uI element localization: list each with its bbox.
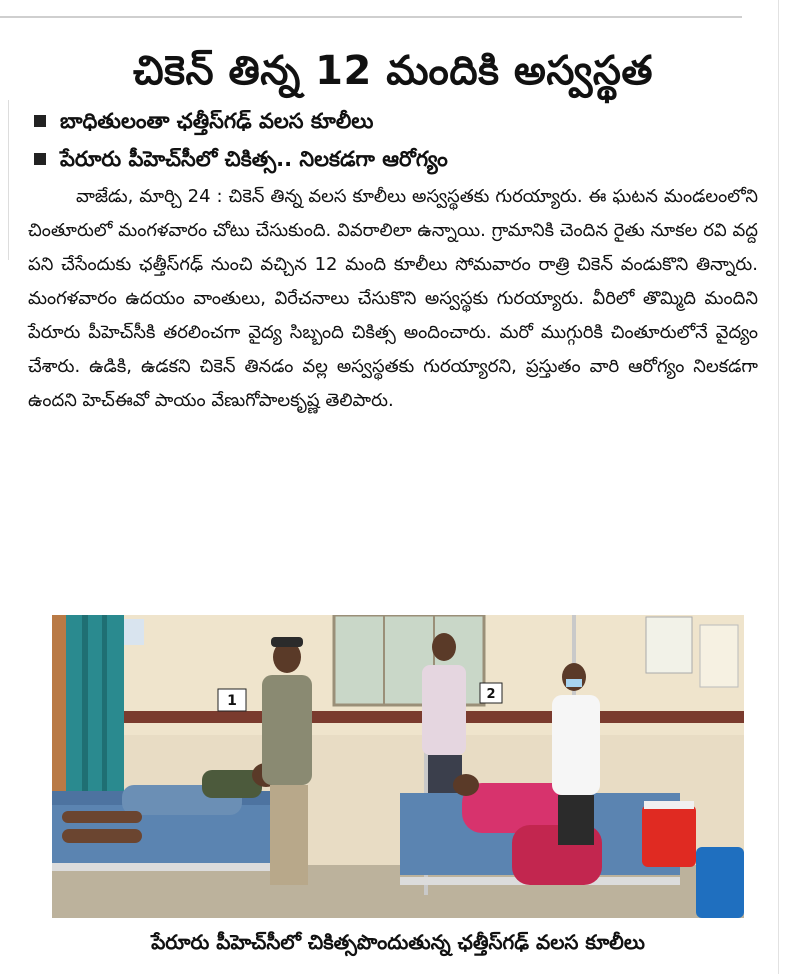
square-bullet-icon xyxy=(34,115,46,127)
subhead-2 xyxy=(28,140,758,178)
top-rule xyxy=(0,16,742,18)
subhead-text: పేరూరు పీహెచ్‌సీలో చికిత్స.. నిలకడగా ఆరోగ్యం xyxy=(60,147,448,171)
left-margin-rule xyxy=(8,100,9,260)
column-rule xyxy=(778,0,779,974)
photo-caption: పేరూరు పీహెచ్‌సీలో చికిత్సపొందుతున్న ఛత్తీస్‌గఢ్ వలస కూలీలు xyxy=(151,930,645,954)
subhead-text: బాధితులంతా ఛత్తీస్‌గఢ్ వలస కూలీలు xyxy=(60,109,374,133)
news-article xyxy=(28,40,758,418)
news-photo xyxy=(52,615,744,918)
subhead-1 xyxy=(28,102,758,140)
headline: చికెన్ తిన్న 12 మందికి అస్వస్థత xyxy=(132,48,654,94)
bed-number-2: 2 xyxy=(486,687,496,702)
bed-number-1: 1 xyxy=(227,693,237,709)
square-bullet-icon xyxy=(34,153,46,165)
article-body: వాజేడు, మార్చి 24 : చికెన్ తిన్న వలస కూలీలు అస్వస్థతకు గురయ్యారు. ఈ ఘటన మండలంలోని చింతూరులో మంగళవారం చోటు చేసుకుంది. వివరాలిలా ఉన్నాయి. గ్రామానికి చెందిన రైతు నూకల రవి వద్ద పని చేసేందుకు ఛత్తీస్‌గఢ్ నుంచి వచ్చిన 12 మంది కూలీలు సోమవారం రాత్రి చికెన్ వండుకొని తిన్నారు. మంగళవారం ఉదయం వాంతులు, విరేచనాలు చేసుకొని అస్వస్థకు గురయ్యారు. వీరిలో తొమ్మిది మందిని పేరూరు పీహెచ్‌సీకి తరలించగా వైద్య సిబ్బంది చికిత్స అందించారు. మరో ముగ్గురికి చింతూరులోనే వైద్యం చేశారు. ఉడికి, ఉడకని చికెన్ తినడం వల్ల అస్వస్థతకు గురయ్యారని, ప్రస్తుతం వారి ఆరోగ్యం నిలకడగా ఉందని హెచ్‌ఈవో పాయం వేణుగోపాలకృష్ణ తెలిపారు. xyxy=(28,186,758,411)
